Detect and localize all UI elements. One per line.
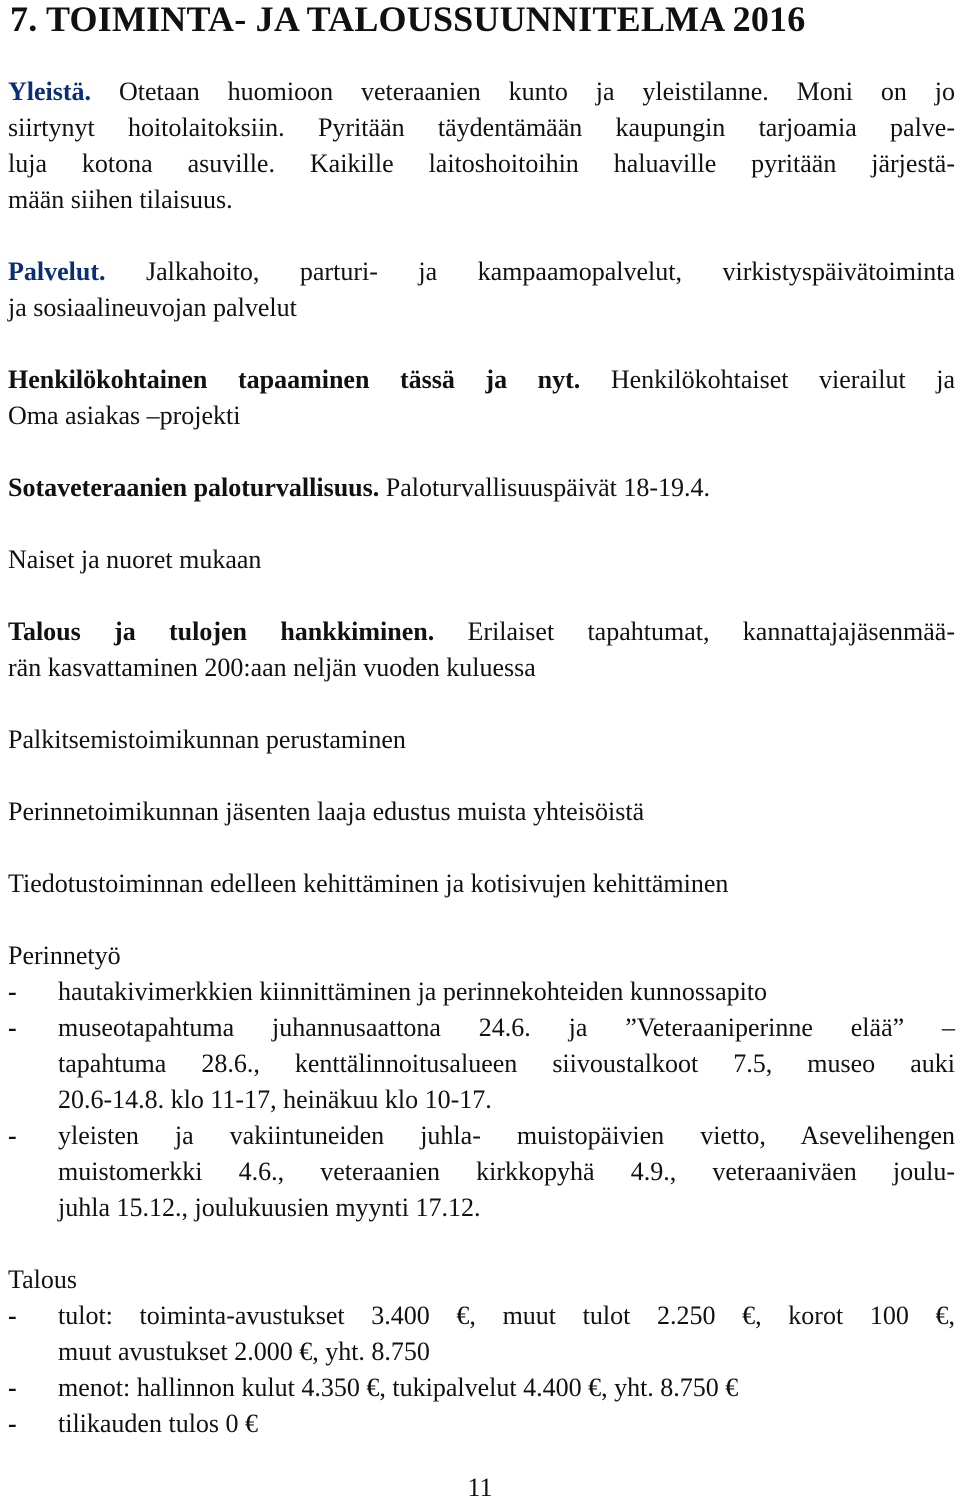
palvelut-line-1: Palvelut. Jalkahoito, parturi- ja kampaamopalvelut, virkistyspäivätoiminta [8,257,955,286]
talous-item-1-line-2: muut avustukset 2.000 €, yht. 8.750 [58,1337,430,1366]
talous-item-2: menot: hallinnon kulut 4.350 €, tukipalvelut 4.400 €, yht. 8.750 € [58,1373,739,1402]
perinnetyo-heading: Perinnetyö [8,941,121,970]
palvelut-line-2: ja sosiaalineuvojan palvelut [8,293,297,322]
yleista-line-1: Yleistä. Otetaan huomioon veteraanien kunto ja yleistilanne. Moni on jo [8,77,955,106]
talous-item-1-line-1: tulot: toiminta-avustukset 3.400 €, muut tulot 2.250 €, korot 100 €, [58,1301,955,1330]
talous-tulot-heading: Talous ja tulojen hankkiminen. [8,617,435,646]
talous-tulot-line-2: rän kasvattaminen 200:aan neljän vuoden kuluessa [8,653,536,682]
perinnetoimikunta-line: Perinnetoimikunnan jäsenten laaja edustus muista yhteisöistä [8,797,645,826]
perinnetyo-item-3-line-2: muistomerkki 4.6., veteraanien kirkkopyhä 4.9., veteraaniväen joulu- [58,1157,955,1186]
naiset-line: Naiset ja nuoret mukaan [8,545,262,574]
list-dash: - [8,1373,17,1402]
perinnetyo-item-3-line-1: yleisten ja vakiintuneiden juhla- muistopäivien vietto, Asevelihengen [58,1121,955,1150]
yleista-heading: Yleistä. [8,77,92,106]
list-dash: - [8,1121,17,1150]
page-title: 7. TOIMINTA- JA TALOUSSUUNNITELMA 2016 [10,0,806,39]
henkilokohtainen-heading: Henkilökohtainen tapaaminen tässä ja nyt. [8,365,581,394]
perinnetyo-item-2-line-2: tapahtuma 28.6., kenttälinnoitusalueen siivoustalkoot 7.5, museo auki [58,1049,955,1078]
yleista-line-2: siirtynyt hoitolaitoksiin. Pyritään täydentämään kaupungin tarjoamia palve- [8,113,955,142]
list-dash: - [8,1409,17,1438]
paloturvallisuus-line: Sotaveteraanien paloturvallisuus. Paloturvallisuuspäivät 18-19.4. [8,473,710,502]
perinnetyo-item-3-line-3: juhla 15.12., joulukuusien myynti 17.12. [58,1193,481,1222]
perinnetyo-item-2-line-1: museotapahtuma juhannusaattona 24.6. ja ”Veteraaniperinne elää” – [58,1013,955,1042]
talous-tulot-line-1: Talous ja tulojen hankkiminen. Erilaiset tapahtumat, kannattajajäsenmää- [8,617,955,646]
list-dash: - [8,1013,17,1042]
tiedotus-line: Tiedotustoiminnan edelleen kehittäminen ja kotisivujen kehittäminen [8,869,729,898]
perinnetyo-item-1: hautakivimerkkien kiinnittäminen ja perinnekohteiden kunnossapito [58,977,768,1006]
palvelut-heading: Palvelut. [8,257,106,286]
paloturvallisuus-heading: Sotaveteraanien paloturvallisuus. [8,473,380,502]
talous-item-3: tilikauden tulos 0 € [58,1409,259,1438]
list-dash: - [8,977,17,1006]
perinnetyo-item-2-line-3: 20.6-14.8. klo 11-17, heinäkuu klo 10-17. [58,1085,492,1114]
talous-heading: Talous [8,1265,77,1294]
henkilokohtainen-line-1: Henkilökohtainen tapaaminen tässä ja nyt. Henkilökohtaiset vierailut ja [8,365,955,394]
list-dash: - [8,1301,17,1330]
yleista-line-4: mään siihen tilaisuus. [8,185,233,214]
palkitsemis-line: Palkitsemistoimikunnan perustaminen [8,725,406,754]
henkilokohtainen-line-2: Oma asiakas –projekti [8,401,241,430]
yleista-line-3: luja kotona asuville. Kaikille laitoshoitoihin haluaville pyritään järjestä- [8,149,955,178]
page-number: 11 [467,1473,493,1502]
